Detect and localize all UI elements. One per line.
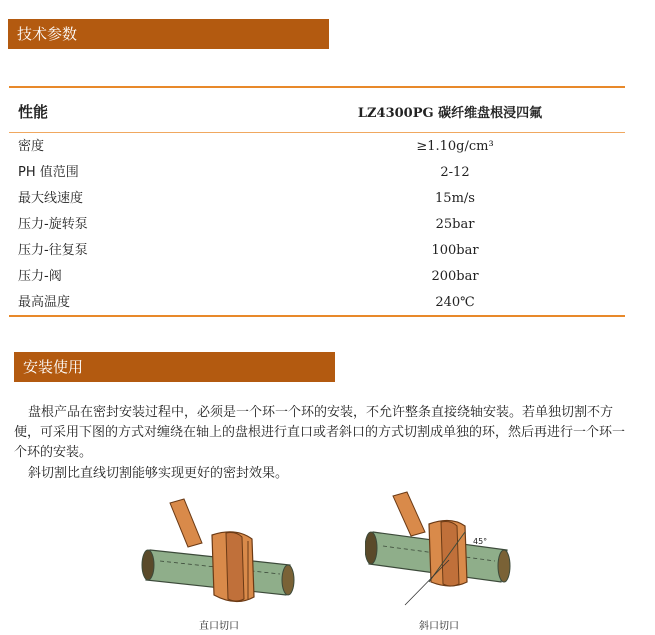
row-property: 压力-往复泵 [18,243,88,258]
row-value: 25bar [435,217,475,232]
table-header-rule [9,132,625,133]
row-property: PH 值范围 [18,165,79,180]
table-top-rule [9,86,625,88]
shaft-end-right [498,550,510,582]
angle-label: 45° [473,537,488,546]
table-bottom-rule [9,315,625,317]
row-property: 最大线速度 [18,191,84,206]
row-value: 15m/s [435,191,475,206]
table-row [18,186,618,212]
row-value: ≥1.10g/cm³ [416,139,494,154]
row-property: 压力-阀 [18,269,62,284]
install-paragraph-2: 斜切割比直线切割能够实现更好的密封效果。 [28,466,289,481]
table-row [18,134,618,160]
table-row [18,160,618,186]
row-property: 压力-旋转泵 [18,217,88,232]
row-property: 最高温度 [18,295,71,310]
table-row [18,264,618,290]
section-title-install: 安装使用 [14,352,335,382]
packing-strip [393,492,425,536]
table-row [18,212,618,238]
table-row [18,290,618,316]
caption-angled-cut: 斜口切口 [419,621,459,632]
shaft-end-right [282,565,294,595]
row-value: 2-12 [440,165,470,180]
packing-strip [170,499,202,547]
table-row [18,238,618,264]
section-title-tech-params: 技术参数 [8,19,329,49]
angled-cut-illustration [365,490,515,610]
table-header-product: LZ4300PG 碳纤维盘根浸四氟 [357,106,543,121]
row-value: 240℃ [435,295,475,310]
row-value: 100bar [431,243,479,258]
caption-straight-cut: 直口切口 [199,621,239,632]
install-paragraph-1: 盘根产品在密封安装过程中，必须是一个环一个环的安装，不允许整条直接绕轴安装。若单独切割不方便，可采用下图的方式对缠绕在轴上的盘根进行直口或者斜口的方式切割成单独的环，然后再进行一个环一个环的安装。 [14,405,626,460]
row-value: 200bar [431,269,479,284]
straight-cut-illustration [140,495,300,605]
table-header-property: 性能 [18,103,49,121]
shaft-end-left [365,532,377,564]
row-property: 密度 [18,139,45,154]
shaft-end-left [142,550,154,580]
